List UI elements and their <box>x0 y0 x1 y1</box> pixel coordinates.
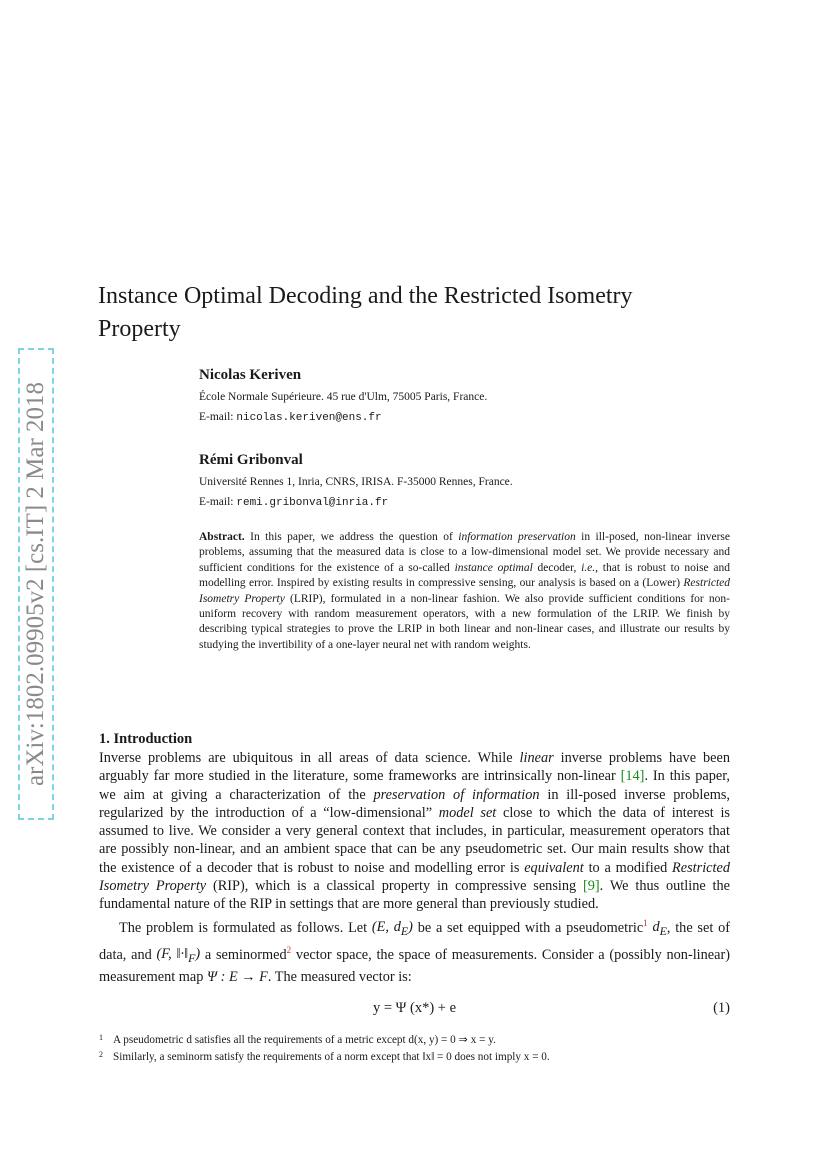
abstract-emphasis: instance optimal <box>454 561 533 574</box>
abstract-emphasis: i.e. <box>581 561 596 574</box>
arxiv-stamp <box>18 348 54 820</box>
footnote-mark: 2 <box>99 1050 103 1059</box>
author-affiliation: Université Rennes 1, Inria, CNRS, IRISA. F-35000 Rennes, France. <box>199 476 513 488</box>
email-address[interactable]: remi.gribonval@inria.fr <box>236 497 389 509</box>
footnote-ref[interactable]: 1 <box>643 917 648 928</box>
author-name: Nicolas Keriven <box>199 367 302 383</box>
emphasis: linear <box>519 750 554 766</box>
paragraph <box>99 749 730 914</box>
text: (RIP), which is a classical property in compressive sensing <box>213 878 577 895</box>
abstract-text: in ill-posed, non-linear inverse problems, assuming that the measured data is close to a low-dimensional model set. We provide necessary and sufficient conditions for the existence of a so-called <box>199 531 730 574</box>
author-email <box>199 411 759 424</box>
author-email <box>199 496 759 509</box>
math: (E, $d_E$) <box>371 919 413 939</box>
email-address[interactable]: nicolas.keriven@ens.fr <box>236 412 382 424</box>
text: inverse problems have been arguably far more studied in the literature, some frameworks are intrinsically non-linear <box>99 750 730 785</box>
text: . The measured vector is: <box>267 968 412 985</box>
text: Inverse problems are ubiquitous in all areas of data science. While <box>99 750 513 766</box>
paper-title: Instance Optimal Decoding and the Restricted Isometry Property <box>98 283 633 342</box>
citation-link[interactable]: [9] <box>583 878 600 895</box>
abstract-text: , that is robust to noise and modelling error. Inspired by existing results in compressive sensing, our analysis is based on a (Lower) <box>199 561 731 590</box>
footnote-mark: 1 <box>99 1033 103 1042</box>
email-label: E-mail: <box>199 496 234 508</box>
footnote <box>99 1049 730 1066</box>
email-label: E-mail: <box>199 411 234 423</box>
footnote-text: Similarly, a seminorm satisfy the requirements of a norm except that ‖x‖ = 0 does not imply x = 0. <box>113 1051 550 1063</box>
text: . We thus outline the fundamental nature of the RIP in settings that are more general than previously studied. <box>99 878 731 913</box>
author-block-1 <box>199 367 759 424</box>
equation-1 <box>99 1000 730 1020</box>
math: (F, $‖\cdot‖_F$) <box>156 946 201 966</box>
footnote <box>99 1032 730 1049</box>
abstract-label: Abstract. <box>199 531 245 543</box>
emphasis: model set <box>438 804 497 821</box>
text: to a modified <box>588 859 668 876</box>
emphasis: equivalent <box>524 859 584 876</box>
author-block-2 <box>199 452 759 509</box>
author-affiliation: École Normale Supérieure. 45 rue d'Ulm, 75005 Paris, France. <box>199 391 488 403</box>
equation-number: (1) <box>713 1000 730 1016</box>
abstract-emphasis: Restricted Isometry Property <box>199 577 731 605</box>
text: vector space, the space of measurements. Consider a (possibly non-linear) measurement map <box>99 946 731 985</box>
abstract-text: (LRIP), formulated in a non-linear fashion. We also provide sufficient conditions for non-uniform recovery with random measurement operators, with a new formulation of the LRIP. We finish by describing typical strategies to prove the LRIP in both linear and non-linear cases, and illustrate our results by studying the invertibility of a one-layer neural net with random weights. <box>199 592 730 651</box>
text: in ill-posed inverse problems, regularized by the introduction of a “low-dimensional” <box>99 786 731 821</box>
equation-body: y = Ψ (x*) + e <box>372 1000 457 1016</box>
footnote-ref[interactable]: 2 <box>286 944 292 955</box>
abstract <box>199 530 730 653</box>
text: , the set of data, and <box>99 919 730 963</box>
section-heading: 1. Introduction <box>99 731 193 747</box>
math: $d_E$ <box>652 919 667 939</box>
citation-link[interactable]: [14] <box>620 768 645 785</box>
paragraph <box>99 914 730 986</box>
abstract-text: decoder, <box>537 561 577 574</box>
text: be a set equipped with a pseudometric <box>417 919 644 936</box>
footnotes <box>99 1032 730 1066</box>
math: Ψ : E → F <box>207 968 268 985</box>
emphasis: preservation of information <box>373 786 540 803</box>
introduction-body <box>99 749 730 986</box>
abstract-text: In this paper, we address the question of <box>250 531 453 543</box>
text: . In this paper, we aim at giving a characterization of the <box>99 768 730 803</box>
abstract-emphasis: information preservation <box>458 531 576 543</box>
footnote-text: A pseudometric d satisfies all the requirements of a metric except d(x, y) = 0 ⇒ x = y. <box>113 1034 496 1046</box>
author-name: Rémi Gribonval <box>199 452 303 468</box>
arxiv-stamp-text: arXiv:1802.09905v2 [cs.IT] 2 Mar 2018 <box>22 381 49 787</box>
text: close to which the data of interest is assumed to live. We consider a very general context that includes, in particular, measurement operators that are possibly non-linear, and an ambient space that can be any pseudometric set. Our main results show that the existence of a decoder that is robust to noise and modelling error is <box>99 804 730 876</box>
text: a seminormed <box>204 946 287 963</box>
emphasis: Restricted Isometry Property <box>99 859 730 895</box>
text: The problem is formulated as follows. Let <box>119 919 368 936</box>
